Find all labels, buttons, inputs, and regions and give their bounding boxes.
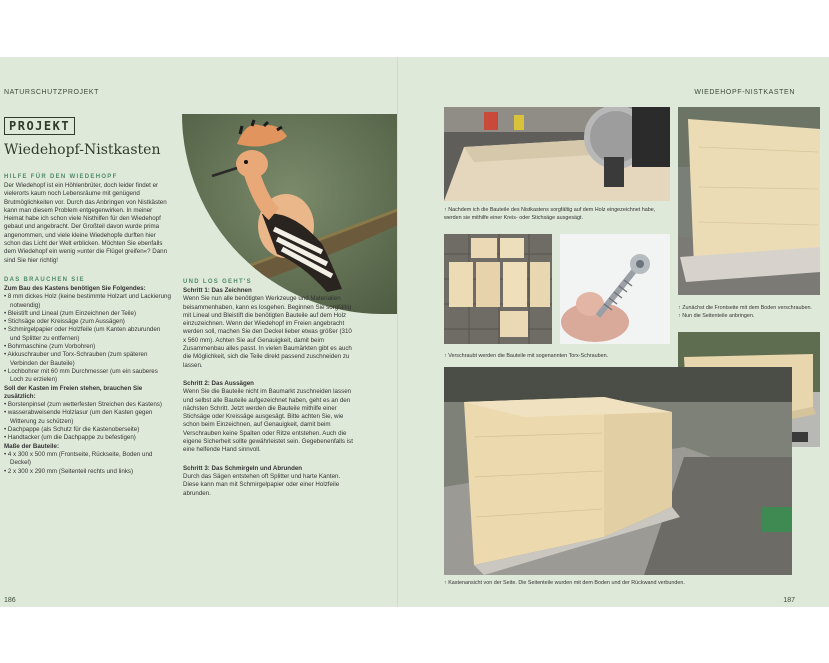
list-item: • 4 x 300 x 500 mm (Frontseite, Rückseite, Boden und Deckel) bbox=[4, 451, 172, 468]
materials-list bbox=[4, 293, 172, 384]
panels-illustration bbox=[444, 234, 552, 344]
intro-heading: HILFE FÜR DEN WIEDEHOPF bbox=[4, 174, 118, 180]
step-text: Wenn Sie die Bauteile nicht im Baumarkt zuschneiden lassen und selbst alle Bauteile aufgezeichnet haben, geht es an den nächsten Schritt. Jetzt werden die Bauteile mithilfe einer Stichsäge oder Kreissäge ausgesägt. Bitte achten Sie, wie schon beim Einzeichnen, auf Genauigkeit, damit beim Verschrauben keine Spalten oder Ritze entstehen. Auch die eigene Sicherheit sollte gewährleistet sein. Gegebenenfalls ist eine helfende Hand sinnvoll. bbox=[183, 388, 353, 454]
list-item: • Akkuschrauber und Torx-Schrauben (zum späteren Verbinden der Bauteile) bbox=[4, 351, 172, 368]
projekt-label: PROJEKT bbox=[4, 117, 75, 135]
running-head-right: WIEDEHOPF-NISTKASTEN bbox=[694, 89, 795, 96]
page-number-left: 186 bbox=[4, 597, 16, 604]
running-head-left: NATURSCHUTZPROJEKT bbox=[4, 89, 100, 96]
list-item: • Stichsäge oder Kreissäge (zum Aussägen) bbox=[4, 318, 172, 326]
list-item: • Lochbohrer mit 60 mm Durchmesser (um ein sauberes Loch zu erzielen) bbox=[4, 368, 172, 385]
left-page bbox=[0, 57, 399, 607]
saw-photo bbox=[444, 107, 670, 201]
right-page bbox=[399, 57, 829, 607]
caption-box: ↑ Kastenansicht von der Seite. Die Seitenteile wurden mit dem Boden und der Rückwand verbunden. bbox=[444, 580, 685, 586]
steps-column bbox=[183, 279, 355, 498]
caption-front: ↑ Zunächst die Frontseite mit dem Boden verschrauben. ↑ Nun die Seitenteile anbringen. bbox=[678, 305, 812, 319]
dims-lead: Maße der Bauteile: bbox=[4, 442, 60, 450]
box-photo bbox=[444, 367, 792, 575]
list-item: • 2 x 300 x 290 mm (Seitenteil rechts und links) bbox=[4, 468, 172, 476]
step-title: Schritt 3: Das Schmirgeln und Abrunden bbox=[183, 464, 303, 472]
step-text: Wenn Sie nun alle benötigten Werkzeuge und Materialien beisammenhaben, kann es losgehen. Beginnen Sie sorgfältig mit Lineal und Bleistift die benötigten Bauteile auf dem Holz einzuzeichnen. Wenn der Wiedehopf im Freien angebracht werden soll, machen Sie den Deckel lieber etwas größer (310 x 560 mm). Achten Sie auf Genauigkeit, damit beim Zusammenbau alles passt. In vielen Baumärkten gibt es auch die Möglichkeit, sich die Teile direkt passend zuschneiden zu lassen. bbox=[183, 295, 352, 369]
outdoor-list bbox=[4, 401, 172, 442]
book-spread bbox=[0, 57, 829, 607]
panels-photo bbox=[444, 234, 552, 344]
outdoor-lead: Soll der Kasten im Freien stehen, brauchen Sie zusätzlich: bbox=[4, 384, 143, 400]
step-title: Schritt 2: Das Aussägen bbox=[183, 379, 254, 387]
list-item: • Borstenpinsel (zum wetterfesten Streichen des Kastens) bbox=[4, 401, 172, 409]
materials-heading: DAS BRAUCHEN SIE bbox=[4, 276, 85, 283]
intro-text: Der Wiedehopf ist ein Höhlenbrüter, doch leider findet er vielerorts kaum noch Lebensräume mit genügend Brutmöglichkeiten vor. Durch das Anbringen von Nistkästen kann man diesem Problem entgegenwirken. In meiner Heimat habe ich schon viele Nisthilfen für den Wiedehopf gebaut und angebracht. Der Großteil davon wurde prima angenommen, und viele kleine Wiedehopfe durften hier schon das Licht der Welt erblicken. Möchten Sie ebenfalls dem Wiedehopf ein wenig »unter die Flügel greifen«? Dann sind Sie hier richtig! bbox=[4, 182, 168, 264]
screw-illustration bbox=[560, 234, 670, 344]
materials-lead: Zum Bau des Kastens benötigen Sie Folgendes: bbox=[4, 284, 146, 292]
box-illustration bbox=[444, 367, 792, 575]
list-item: • Bohrmaschine (zum Vorbohren) bbox=[4, 343, 172, 351]
step-text: Durch das Sägen entstehen oft Splitter und harte Kanten. Diese kann man mit Schmirgelpapier oder einer Holzfeile abrunden. bbox=[183, 472, 341, 497]
dims-list bbox=[4, 451, 172, 476]
caption-screws: ↑ Verschraubt werden die Bauteile mit sogenannten Torx-Schrauben. bbox=[444, 353, 609, 359]
front-panel-photo bbox=[678, 107, 820, 295]
list-item: • Handtacker (um die Dachpappe zu befestigen) bbox=[4, 434, 172, 442]
list-item: • wasserabweisende Holzlasur (um den Kasten gegen Witterung zu schützen) bbox=[4, 409, 172, 426]
list-item: • Bleistift und Lineal (zum Einzeichnen der Teile) bbox=[4, 310, 172, 318]
caption-saw: ↑ Nachdem ich die Bauteile des Nistkastens sorgfältig auf dem Holz eingezeichnet habe, werden sie mithilfe einer Kreis- oder Stichsäge ausgesägt. bbox=[444, 207, 656, 221]
page-title: Wiedehopf-Nistkasten bbox=[4, 142, 161, 158]
list-item: • Dachpappe (als Schutz für die Kastenoberseite) bbox=[4, 426, 172, 434]
list-item: • 8 mm dickes Holz (keine bestimmte Holzart und Lackierung notwendig) bbox=[4, 293, 172, 310]
front-panel-illustration bbox=[678, 107, 820, 295]
list-item: • Schmirgelpapier oder Holzfeile (um Kanten abzurunden und Splitter zu entfernen) bbox=[4, 326, 172, 343]
steps-heading: UND LOS GEHT'S bbox=[183, 279, 252, 285]
step-title: Schritt 1: Das Zeichnen bbox=[183, 287, 252, 294]
screw-photo bbox=[560, 234, 670, 344]
page-number-right: 187 bbox=[783, 597, 795, 604]
saw-illustration bbox=[444, 107, 670, 201]
left-column bbox=[4, 174, 172, 476]
